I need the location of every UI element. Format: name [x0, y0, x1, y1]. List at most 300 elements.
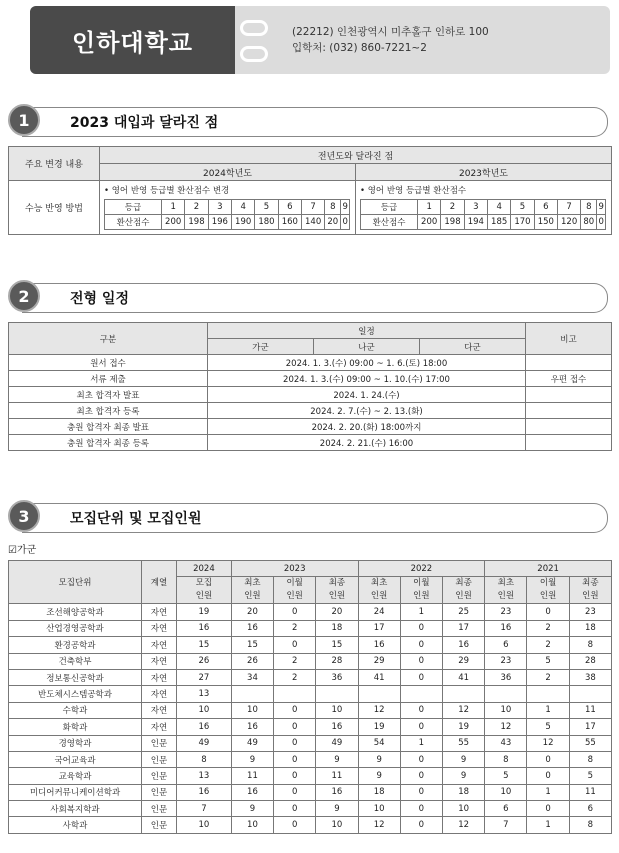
binder-ring-icon — [240, 20, 268, 36]
count-cell: 0 — [400, 801, 442, 817]
count-cell: 10 — [316, 817, 358, 833]
count-cell: 16 — [177, 620, 232, 636]
count-cell: 0 — [274, 719, 316, 735]
grade-cell: 8 — [325, 200, 341, 215]
sub-header: 이월 인원 — [400, 577, 442, 604]
grade-label: 등급 — [361, 200, 418, 215]
sub-header: 이월 인원 — [274, 577, 316, 604]
table-row — [9, 702, 612, 718]
grade-cell: 3 — [464, 200, 487, 215]
count-cell: 0 — [274, 751, 316, 767]
unit-name: 조선해양공학과 — [9, 604, 142, 620]
track: 인문 — [142, 751, 177, 767]
count-cell: 0 — [400, 817, 442, 833]
schedule-row — [9, 371, 612, 387]
count-cell: 0 — [274, 735, 316, 751]
section-heading-2 — [8, 280, 608, 314]
count-cell: 11 — [569, 784, 611, 800]
count-cell: 19 — [358, 719, 400, 735]
count-cell: 5 — [527, 653, 569, 669]
count-cell: 12 — [358, 702, 400, 718]
track: 인문 — [142, 801, 177, 817]
grade-cell: 6 — [278, 200, 301, 215]
count-cell: 0 — [400, 669, 442, 685]
count-cell: 10 — [358, 801, 400, 817]
unit-name: 건축학부 — [9, 653, 142, 669]
count-cell: 15 — [177, 637, 232, 653]
grade-cell: 4 — [231, 200, 254, 215]
unit-name: 미디어커뮤니케이션학과 — [9, 784, 142, 800]
schedule-table — [8, 322, 612, 451]
table-row — [9, 686, 612, 702]
track: 자연 — [142, 669, 177, 685]
section-number: 1 — [8, 104, 40, 136]
schedule-note — [526, 435, 612, 451]
count-cell: 23 — [485, 604, 527, 620]
schedule-row — [9, 355, 612, 371]
count-cell: 13 — [177, 686, 232, 702]
count-cell: 7 — [485, 817, 527, 833]
count-cell: 6 — [569, 801, 611, 817]
count-cell: 8 — [485, 751, 527, 767]
count-cell: 24 — [358, 604, 400, 620]
col-header: 2024학년도 — [100, 164, 356, 181]
track: 자연 — [142, 702, 177, 718]
track: 자연 — [142, 653, 177, 669]
table-row — [9, 620, 612, 636]
score-cell: 0 — [341, 215, 350, 230]
count-cell: 10 — [443, 801, 485, 817]
count-cell — [569, 686, 611, 702]
section-title: 2023 대입과 달라진 점 — [70, 115, 219, 131]
score-cell: 194 — [464, 215, 487, 230]
count-cell: 23 — [569, 604, 611, 620]
count-cell: 10 — [485, 702, 527, 718]
count-cell: 9 — [443, 751, 485, 767]
count-cell: 9 — [231, 751, 273, 767]
count-cell: 13 — [177, 768, 232, 784]
count-cell: 18 — [569, 620, 611, 636]
count-cell: 0 — [274, 817, 316, 833]
grade-cell: 1 — [162, 200, 185, 215]
sub-header: 최종 인원 — [569, 577, 611, 604]
count-cell: 0 — [274, 801, 316, 817]
count-cell: 54 — [358, 735, 400, 751]
count-cell: 15 — [316, 637, 358, 653]
count-cell: 16 — [231, 620, 273, 636]
table-row — [9, 801, 612, 817]
unit-name: 환경공학과 — [9, 637, 142, 653]
score-label: 환산점수 — [105, 215, 162, 230]
count-cell: 12 — [485, 719, 527, 735]
col-header: 가군 — [208, 339, 314, 355]
count-cell: 2 — [274, 620, 316, 636]
count-cell: 28 — [569, 653, 611, 669]
score-cell: 198 — [185, 215, 208, 230]
table-row — [9, 719, 612, 735]
header-banner — [30, 6, 610, 74]
count-cell: 55 — [443, 735, 485, 751]
schedule-item: 원서 접수 — [9, 355, 208, 371]
count-cell: 41 — [443, 669, 485, 685]
grade-cell: 7 — [301, 200, 324, 215]
schedule-note — [526, 387, 612, 403]
score-cell: 180 — [255, 215, 278, 230]
track: 인문 — [142, 735, 177, 751]
col-header: 계열 — [142, 561, 177, 604]
unit-name: 수학과 — [9, 702, 142, 718]
count-cell: 15 — [231, 637, 273, 653]
count-cell: 23 — [485, 653, 527, 669]
track: 인문 — [142, 784, 177, 800]
section-title: 모집단위 및 모집인원 — [70, 511, 202, 527]
track: 자연 — [142, 686, 177, 702]
score-cell: 185 — [487, 215, 510, 230]
count-cell: 2 — [527, 669, 569, 685]
table-row — [9, 817, 612, 833]
unit-name: 사학과 — [9, 817, 142, 833]
contact-info — [292, 24, 489, 56]
row-label: 수능 반영 방법 — [9, 181, 100, 235]
university-name: 인하대학교 — [30, 6, 235, 74]
count-cell: 0 — [400, 620, 442, 636]
section-title: 전형 일정 — [70, 291, 129, 307]
schedule-row — [9, 435, 612, 451]
group-label — [8, 541, 36, 556]
schedule-row — [9, 403, 612, 419]
bullet-text: • 영어 반영 등급별 환산점수 변경 — [104, 186, 230, 196]
score-cell: 120 — [557, 215, 580, 230]
section-number: 2 — [8, 280, 40, 312]
score-cell: 198 — [441, 215, 464, 230]
track: 자연 — [142, 604, 177, 620]
section-heading-1 — [8, 104, 608, 138]
score-cell: 150 — [534, 215, 557, 230]
address-text: (22212) 인천광역시 미추홀구 인하로 100 — [292, 26, 489, 38]
count-cell: 2 — [527, 620, 569, 636]
count-cell: 10 — [231, 817, 273, 833]
count-cell: 18 — [358, 784, 400, 800]
count-cell: 12 — [443, 702, 485, 718]
count-cell — [527, 686, 569, 702]
schedule-item: 최초 합격자 발표 — [9, 387, 208, 403]
year-header: 2021 — [485, 561, 612, 577]
grade-cell: 5 — [511, 200, 534, 215]
unit-name: 산업경영공학과 — [9, 620, 142, 636]
count-cell: 1 — [527, 702, 569, 718]
count-cell: 0 — [400, 637, 442, 653]
count-cell: 27 — [177, 669, 232, 685]
score-cell: 196 — [208, 215, 231, 230]
count-cell: 0 — [400, 784, 442, 800]
unit-name: 정보통신공학과 — [9, 669, 142, 685]
phone-text: 입학처: (032) 860-7221~2 — [292, 42, 427, 54]
schedule-item: 충원 합격자 최종 발표 — [9, 419, 208, 435]
track: 인문 — [142, 817, 177, 833]
score-cell: 140 — [301, 215, 324, 230]
score-cell: 160 — [278, 215, 301, 230]
track: 자연 — [142, 719, 177, 735]
score-cell: 0 — [597, 215, 606, 230]
sub-header: 최초 인원 — [231, 577, 273, 604]
count-cell: 11 — [569, 702, 611, 718]
count-cell: 17 — [358, 620, 400, 636]
score-label: 환산점수 — [361, 215, 418, 230]
count-cell: 9 — [231, 801, 273, 817]
grade-cell: 7 — [557, 200, 580, 215]
schedule-note: 우편 접수 — [526, 371, 612, 387]
grade-cell: 5 — [255, 200, 278, 215]
grade-cell: 9 — [597, 200, 606, 215]
count-cell: 9 — [358, 768, 400, 784]
count-cell: 34 — [231, 669, 273, 685]
schedule-note — [526, 355, 612, 371]
count-cell: 17 — [569, 719, 611, 735]
count-cell: 10 — [231, 702, 273, 718]
schedule-row — [9, 387, 612, 403]
col-header: 나군 — [313, 339, 419, 355]
grade-cell: 2 — [441, 200, 464, 215]
count-cell: 16 — [231, 784, 273, 800]
schedule-date: 2024. 2. 20.(화) 18:00까지 — [208, 419, 526, 435]
schedule-date: 2024. 2. 21.(수) 16:00 — [208, 435, 526, 451]
col-header: 다군 — [419, 339, 525, 355]
count-cell: 28 — [316, 653, 358, 669]
grade-cell: 6 — [534, 200, 557, 215]
count-cell: 9 — [316, 801, 358, 817]
grade-cell: 2 — [185, 200, 208, 215]
count-cell: 1 — [400, 604, 442, 620]
grade-cell: 9 — [341, 200, 350, 215]
count-cell: 8 — [569, 817, 611, 833]
count-cell: 0 — [400, 702, 442, 718]
count-cell: 12 — [443, 817, 485, 833]
count-cell: 11 — [316, 768, 358, 784]
count-cell: 1 — [527, 784, 569, 800]
track: 자연 — [142, 620, 177, 636]
count-cell: 9 — [443, 768, 485, 784]
section-number: 3 — [8, 500, 40, 532]
unit-name: 반도체시스템공학과 — [9, 686, 142, 702]
cell-2024 — [100, 181, 356, 235]
count-cell: 12 — [358, 817, 400, 833]
col-header: 일정 — [208, 323, 526, 339]
schedule-item: 서류 제출 — [9, 371, 208, 387]
grade-cell: 8 — [581, 200, 597, 215]
count-cell: 16 — [358, 637, 400, 653]
table-row — [9, 751, 612, 767]
track: 인문 — [142, 768, 177, 784]
count-cell: 8 — [569, 751, 611, 767]
count-cell: 0 — [400, 768, 442, 784]
schedule-date: 2024. 1. 24.(수) — [208, 387, 526, 403]
count-cell: 0 — [527, 751, 569, 767]
quota-table — [8, 560, 612, 834]
count-cell: 16 — [316, 784, 358, 800]
count-cell: 5 — [569, 768, 611, 784]
count-cell: 20 — [231, 604, 273, 620]
count-cell: 26 — [231, 653, 273, 669]
count-cell: 16 — [231, 719, 273, 735]
score-cell: 200 — [162, 215, 185, 230]
checkbox-icon: ☑ — [8, 545, 17, 556]
grade-table-2024 — [104, 199, 350, 230]
schedule-date: 2024. 2. 7.(수) ~ 2. 13.(화) — [208, 403, 526, 419]
schedule-date: 2024. 1. 3.(수) 09:00 ~ 1. 10.(수) 17:00 — [208, 371, 526, 387]
schedule-date: 2024. 1. 3.(수) 09:00 ~ 1. 6.(토) 18:00 — [208, 355, 526, 371]
table-row — [9, 735, 612, 751]
count-cell: 19 — [443, 719, 485, 735]
col-header: 비고 — [526, 323, 612, 355]
sub-header: 최초 인원 — [358, 577, 400, 604]
count-cell: 8 — [569, 637, 611, 653]
score-cell: 170 — [511, 215, 534, 230]
count-cell: 43 — [485, 735, 527, 751]
count-cell: 0 — [274, 768, 316, 784]
col-header: 주요 변경 내용 — [9, 147, 100, 181]
count-cell: 36 — [316, 669, 358, 685]
count-cell — [485, 686, 527, 702]
count-cell: 2 — [274, 653, 316, 669]
count-cell: 12 — [527, 735, 569, 751]
col-header: 전년도와 달라진 점 — [100, 147, 612, 164]
count-cell: 26 — [177, 653, 232, 669]
count-cell: 19 — [177, 604, 232, 620]
count-cell: 16 — [485, 620, 527, 636]
count-cell: 16 — [316, 719, 358, 735]
count-cell: 49 — [231, 735, 273, 751]
changes-table — [8, 146, 612, 235]
unit-name: 사회복지학과 — [9, 801, 142, 817]
table-row — [9, 653, 612, 669]
count-cell: 49 — [177, 735, 232, 751]
count-cell: 9 — [358, 751, 400, 767]
count-cell: 18 — [316, 620, 358, 636]
count-cell — [231, 686, 273, 702]
count-cell: 0 — [400, 719, 442, 735]
count-cell: 2 — [274, 669, 316, 685]
count-cell: 18 — [443, 784, 485, 800]
score-cell: 200 — [418, 215, 441, 230]
count-cell: 0 — [274, 637, 316, 653]
table-row — [9, 637, 612, 653]
count-cell — [358, 686, 400, 702]
count-cell: 7 — [177, 801, 232, 817]
count-cell: 20 — [316, 604, 358, 620]
grade-cell: 1 — [418, 200, 441, 215]
grade-cell: 3 — [208, 200, 231, 215]
count-cell: 55 — [569, 735, 611, 751]
col-header: 모집단위 — [9, 561, 142, 604]
count-cell: 5 — [485, 768, 527, 784]
schedule-note — [526, 419, 612, 435]
count-cell: 10 — [177, 702, 232, 718]
schedule-note — [526, 403, 612, 419]
count-cell: 11 — [231, 768, 273, 784]
unit-name: 화학과 — [9, 719, 142, 735]
count-cell: 6 — [485, 637, 527, 653]
grade-label: 등급 — [105, 200, 162, 215]
year-header: 2023 — [231, 561, 358, 577]
table-row — [9, 768, 612, 784]
col-header: 구분 — [9, 323, 208, 355]
count-cell: 0 — [400, 653, 442, 669]
bullet-text: • 영어 반영 등급별 환산점수 — [360, 186, 467, 196]
col-header: 2023학년도 — [356, 164, 612, 181]
count-cell: 29 — [358, 653, 400, 669]
table-row — [9, 669, 612, 685]
count-cell: 0 — [274, 604, 316, 620]
count-cell: 16 — [443, 637, 485, 653]
sub-header: 이월 인원 — [527, 577, 569, 604]
count-cell: 16 — [177, 719, 232, 735]
year-header: 2022 — [358, 561, 485, 577]
count-cell: 0 — [527, 801, 569, 817]
group-text: 가군 — [16, 545, 37, 556]
sub-header: 최초 인원 — [485, 577, 527, 604]
count-cell: 1 — [527, 817, 569, 833]
score-cell: 190 — [231, 215, 254, 230]
count-cell — [443, 686, 485, 702]
count-cell: 10 — [177, 817, 232, 833]
table-row — [9, 784, 612, 800]
count-cell: 25 — [443, 604, 485, 620]
count-cell: 0 — [400, 751, 442, 767]
count-cell: 6 — [485, 801, 527, 817]
schedule-item: 최초 합격자 등록 — [9, 403, 208, 419]
count-cell: 0 — [274, 784, 316, 800]
count-cell — [316, 686, 358, 702]
sub-header: 모집 인원 — [177, 577, 232, 604]
track: 자연 — [142, 637, 177, 653]
unit-name: 경영학과 — [9, 735, 142, 751]
count-cell — [400, 686, 442, 702]
count-cell: 10 — [316, 702, 358, 718]
sub-header: 최종 인원 — [316, 577, 358, 604]
unit-name: 국어교육과 — [9, 751, 142, 767]
count-cell: 0 — [274, 702, 316, 718]
cell-2023 — [356, 181, 612, 235]
count-cell: 16 — [177, 784, 232, 800]
count-cell: 0 — [527, 604, 569, 620]
count-cell: 9 — [316, 751, 358, 767]
count-cell: 2 — [527, 637, 569, 653]
section-heading-3 — [8, 500, 608, 534]
count-cell: 8 — [177, 751, 232, 767]
sub-header: 최종 인원 — [443, 577, 485, 604]
grade-cell: 4 — [487, 200, 510, 215]
count-cell: 17 — [443, 620, 485, 636]
table-row — [9, 604, 612, 620]
count-cell: 29 — [443, 653, 485, 669]
count-cell — [274, 686, 316, 702]
score-cell: 20 — [325, 215, 341, 230]
year-header: 2024 — [177, 561, 232, 577]
count-cell: 41 — [358, 669, 400, 685]
count-cell: 38 — [569, 669, 611, 685]
unit-name: 교육학과 — [9, 768, 142, 784]
binder-ring-icon — [240, 46, 268, 62]
count-cell: 1 — [400, 735, 442, 751]
score-cell: 80 — [581, 215, 597, 230]
count-cell: 0 — [527, 768, 569, 784]
grade-table-2023 — [360, 199, 606, 230]
schedule-item: 충원 합격자 최종 등록 — [9, 435, 208, 451]
count-cell: 5 — [527, 719, 569, 735]
count-cell: 36 — [485, 669, 527, 685]
schedule-row — [9, 419, 612, 435]
count-cell: 10 — [485, 784, 527, 800]
